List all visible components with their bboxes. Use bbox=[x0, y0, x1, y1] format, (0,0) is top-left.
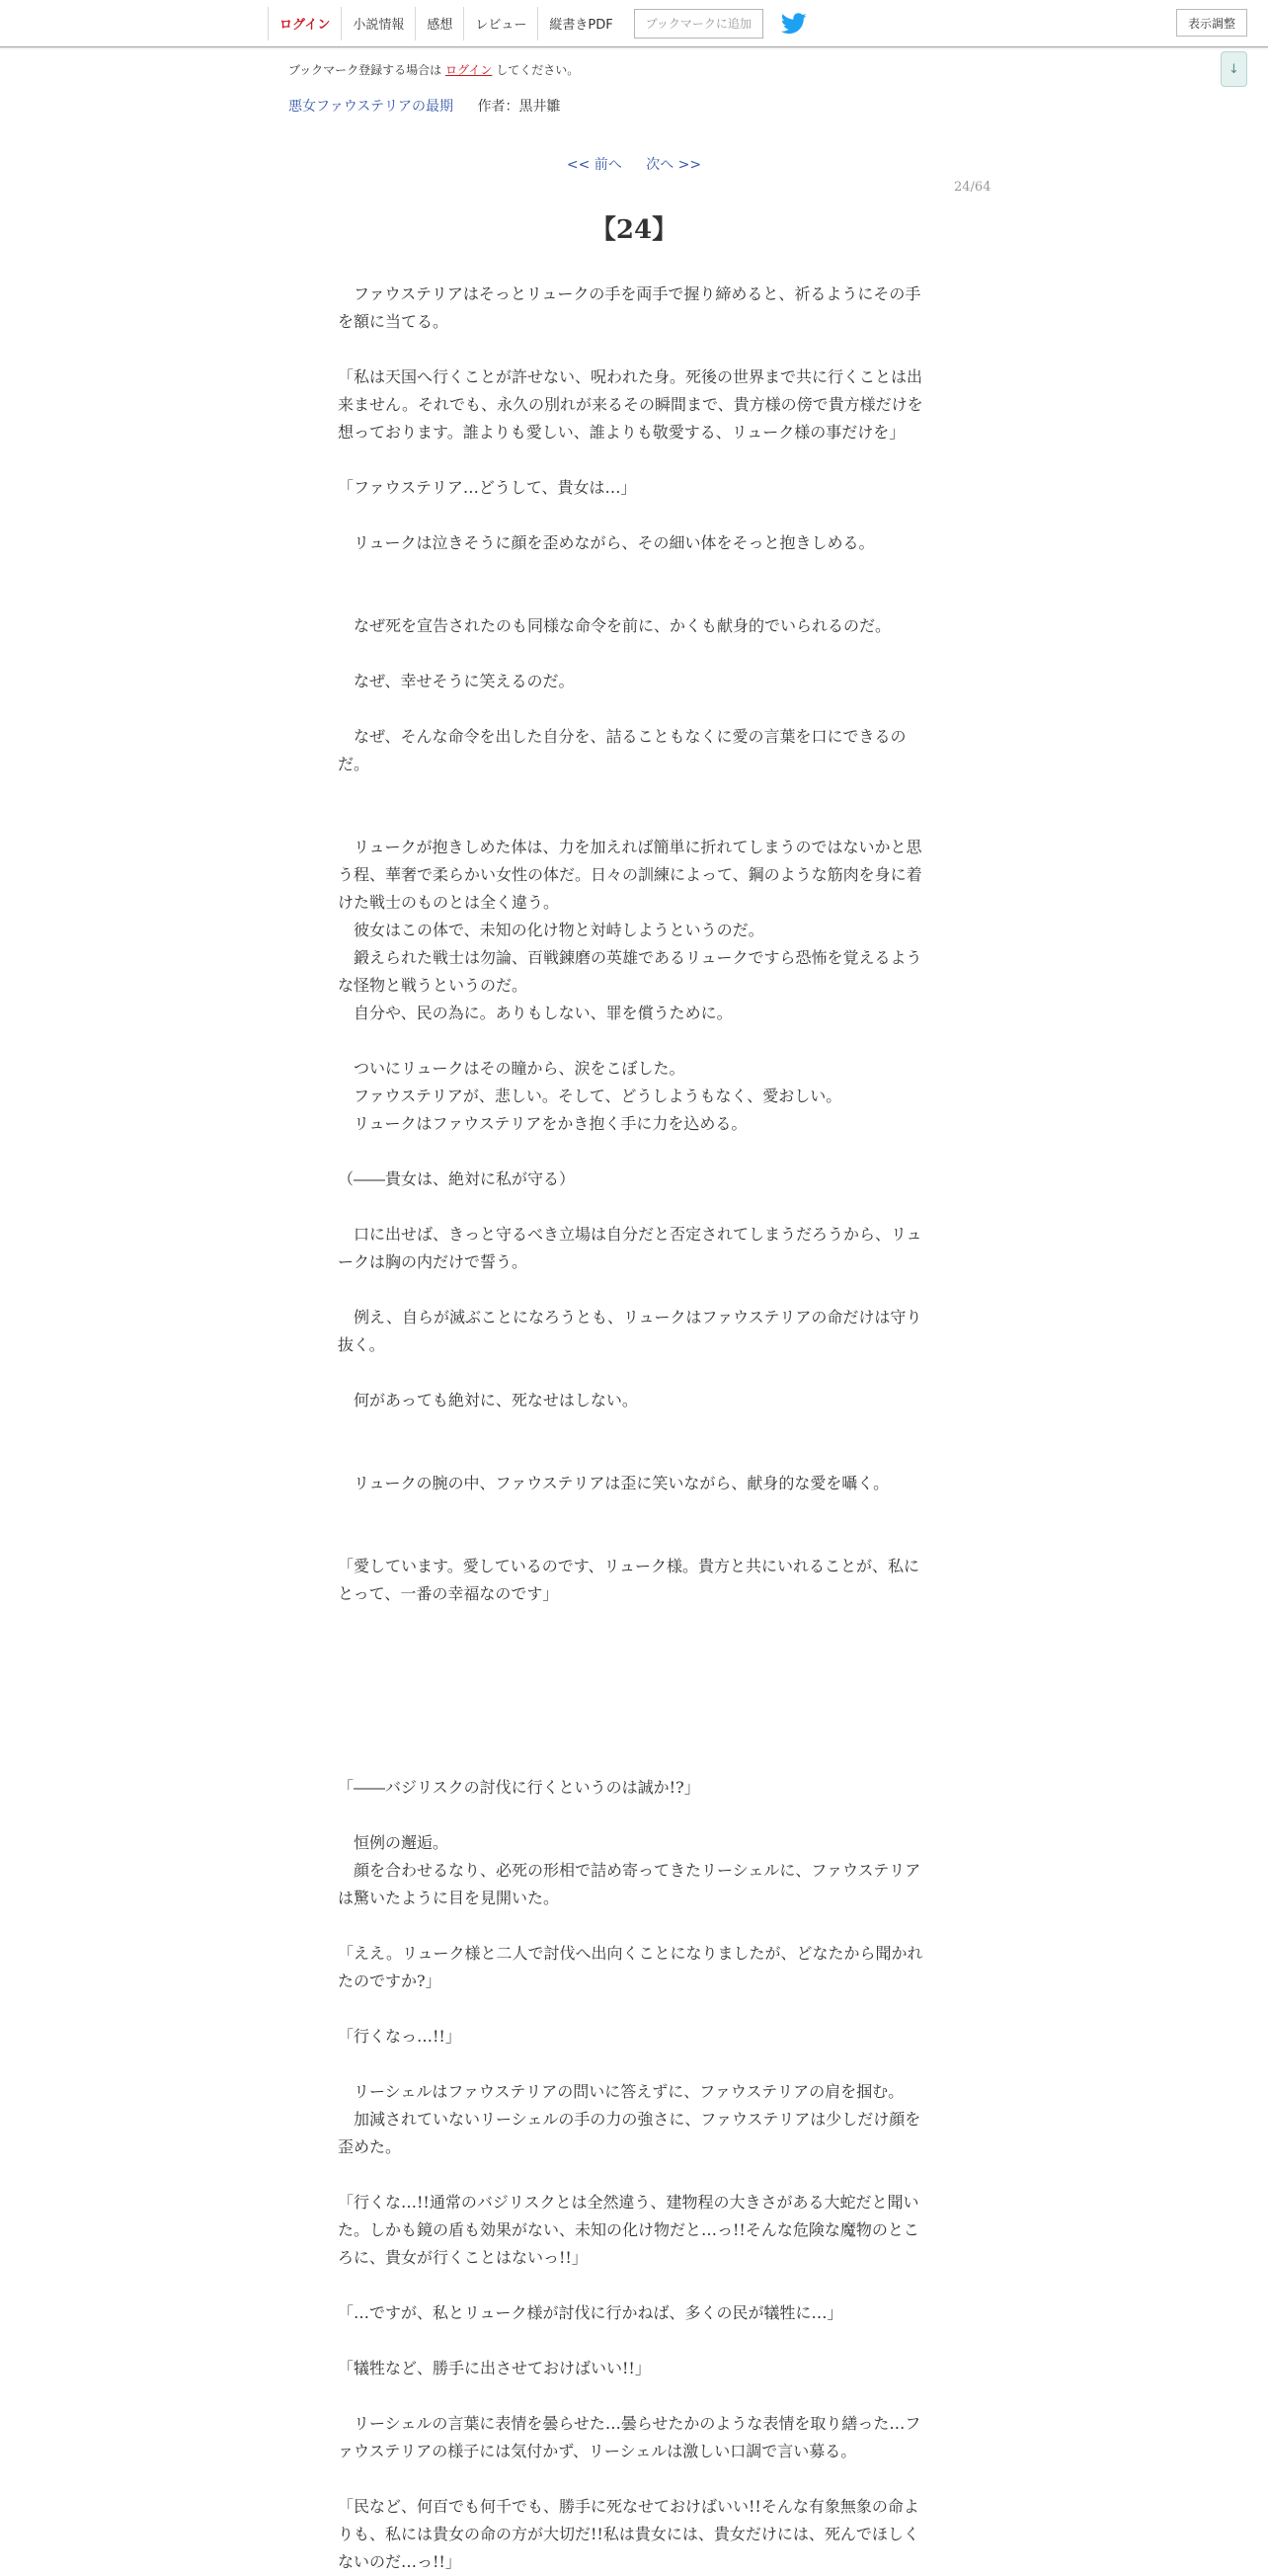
body-paragraph: 「犠牲など、勝手に出させておけばいい!!」 bbox=[338, 2359, 651, 2377]
body-paragraph: ファウステリアが、悲しい。そして、どうしようもなく、愛おしい。 bbox=[338, 1087, 842, 1105]
blank-line bbox=[338, 1719, 925, 1746]
body-paragraph: なぜ、幸せそうに笑えるのだ。 bbox=[338, 672, 575, 690]
body-paragraph: リュークは泣きそうに顔を歪めながら、その細い体をそっと抱きしめる。 bbox=[338, 533, 875, 552]
body-paragraph: リュークが抱きしめた体は、力を加えれば簡単に折れてしまうのではないかと思う程、華奢で柔らかい女性の体だ。日々の訓練によって、鋼のような筋肉を身に着けた戦士のものとは全く違う。 bbox=[338, 838, 922, 912]
blank-line bbox=[338, 2382, 925, 2410]
body-paragraph: なぜ、そんな命令を出した自分を、詰ることもなくに愛の言葉を口にできるのだ。 bbox=[338, 727, 907, 773]
blank-line bbox=[338, 585, 925, 612]
next-chapter-link[interactable]: 次へ >> bbox=[646, 157, 702, 173]
nav-vertical-pdf-link[interactable]: 縦書きPDF bbox=[537, 7, 623, 40]
blank-line bbox=[338, 557, 925, 585]
blank-line bbox=[338, 446, 925, 474]
blank-line bbox=[338, 1027, 925, 1055]
blank-line bbox=[338, 2465, 925, 2493]
nav-links bbox=[268, 0, 807, 46]
body-paragraph: 口に出せば、きっと守るべき立場は自分だと否定されてしまうだろうから、リュークは胸の内だけで誓う。 bbox=[338, 1225, 922, 1271]
chapter-pager bbox=[0, 154, 1268, 174]
body-paragraph: 「ファウステリア…どうして、貴女は…」 bbox=[338, 478, 637, 497]
body-paragraph: 「民など、何百でも何千でも、勝手に死なせておけばいい!!そんな有象無象の命よりも、私には貴女の命の方が大切だ!!私は貴女には、貴女だけには、死んでほしくないのだ…っ!!」 bbox=[338, 2497, 919, 2571]
blank-line bbox=[338, 336, 925, 363]
body-paragraph: リュークの腕の中、ファウステリアは歪に笑いながら、献身的な愛を囁く。 bbox=[338, 1474, 890, 1492]
blank-line bbox=[338, 2051, 925, 2078]
arrow-down-icon: ↓ bbox=[1228, 61, 1239, 77]
blank-line bbox=[338, 1414, 925, 1442]
nav-impressions-link[interactable]: 感想 bbox=[415, 7, 463, 40]
bookmark-login-link[interactable]: ログイン bbox=[445, 63, 493, 77]
body-paragraph: 「ええ。リューク様と二人で討伐へ出向くことになりましたが、どなたから聞かれたのですか?」 bbox=[338, 1944, 923, 1990]
add-bookmark-button[interactable]: ブックマークに追加 bbox=[634, 9, 763, 39]
body-paragraph: ファウステリアはそっとリュークの手を両手で握り締めると、祈るようにその手を額に当てる。 bbox=[338, 284, 921, 331]
body-paragraph: 「行くなっ…!!」 bbox=[338, 2027, 461, 2046]
blank-line bbox=[338, 2327, 925, 2355]
page-count: 24/64 bbox=[954, 180, 991, 195]
blank-line bbox=[338, 1525, 925, 1553]
blank-line bbox=[338, 1663, 925, 1691]
body-paragraph: 「愛しています。愛しているのです、リューク様。貴方と共にいれることが、私にとって、一番の幸福なのです」 bbox=[338, 1557, 919, 1603]
blank-line bbox=[338, 1608, 925, 1636]
blank-line bbox=[338, 1636, 925, 1663]
bookmark-note-suffix: してください。 bbox=[496, 63, 580, 77]
blank-line bbox=[338, 1138, 925, 1166]
body-paragraph: 鍛えられた戦士は勿論、百戦錬磨の英雄であるリュークですら恐怖を覚えるような怪物と戦うというのだ。 bbox=[338, 948, 922, 995]
bookmark-login-note bbox=[288, 61, 579, 78]
blank-line bbox=[338, 806, 925, 834]
body-paragraph: （――貴女は、絶対に私が守る） bbox=[338, 1169, 576, 1188]
body-paragraph: 彼女はこの体で、未知の化け物と対峙しようというのだ。 bbox=[338, 921, 764, 939]
top-nav-bar bbox=[0, 0, 1268, 47]
body-paragraph: リーシェルの言葉に表情を曇らせた…曇らせたかのような表情を取り繕った…ファウステリアの様子には気付かず、リーシェルは激しい口調で言い募る。 bbox=[338, 2414, 921, 2460]
body-paragraph: 自分や、民の為に。ありもしない、罪を償うために。 bbox=[338, 1004, 733, 1022]
body-paragraph: 顔を合わせるなり、必死の形相で詰め寄ってきたリーシェルに、ファウステリアは驚いたように目を見開いた。 bbox=[338, 1861, 921, 1907]
chapter-title: 【24】 bbox=[590, 215, 678, 245]
body-paragraph: リュークはファウステリアをかき抱く手に力を込める。 bbox=[338, 1114, 748, 1133]
nav-login-link[interactable]: ログイン bbox=[268, 7, 341, 40]
body-paragraph: 「…ですが、私とリューク様が討伐に行かねば、多くの民が犠牲に…」 bbox=[338, 2303, 843, 2322]
blank-line bbox=[338, 1276, 925, 1304]
blank-line bbox=[338, 502, 925, 529]
blank-line bbox=[338, 2272, 925, 2299]
blank-line bbox=[338, 640, 925, 668]
blank-line bbox=[338, 1193, 925, 1221]
body-paragraph: 例え、自らが滅ぶことになろうとも、リュークはファウステリアの命だけは守り抜く。 bbox=[338, 1308, 922, 1354]
novel-body-text bbox=[338, 281, 925, 2576]
body-paragraph: 何があっても絶対に、死なせはしない。 bbox=[338, 1391, 638, 1409]
bookmark-note-prefix: ブックマーク登録する場合は bbox=[288, 63, 442, 77]
display-settings-button[interactable]: 表示調整 bbox=[1176, 9, 1247, 37]
blank-line bbox=[338, 1691, 925, 1719]
blank-line bbox=[338, 2161, 925, 2189]
blank-line bbox=[338, 1442, 925, 1470]
body-paragraph: ついにリュークはその瞳から、涙をこぼした。 bbox=[338, 1059, 685, 1078]
body-paragraph: なぜ死を宣告されたのも同様な命令を前に、かくも献身的でいられるのだ。 bbox=[338, 616, 892, 635]
blank-line bbox=[338, 1995, 925, 2023]
body-paragraph: リーシェルはファウステリアの問いに答えずに、ファウステリアの肩を掴む。 bbox=[338, 2082, 905, 2101]
blank-line bbox=[338, 1497, 925, 1525]
novel-title-link[interactable]: 悪女ファウステリアの最期 bbox=[288, 99, 454, 115]
author-label: 作者：黒井雛 bbox=[477, 99, 561, 115]
twitter-icon[interactable] bbox=[781, 13, 807, 35]
body-paragraph: 「行くな…!!通常のバジリスクとは全然違う、建物程の大きさがある大蛇だと聞いた。しかも鏡の盾も効果がない、未知の化け物だと…っ!!そんな危険な魔物のところに、貴女が行くことはないっ!!」 bbox=[338, 2193, 919, 2267]
body-paragraph: 加減されていないリーシェルの手の力の強さに、ファウステリアは少しだけ顔を歪めた。 bbox=[338, 2110, 921, 2156]
nav-novel-info-link[interactable]: 小説情報 bbox=[341, 7, 415, 40]
prev-chapter-link[interactable]: << 前へ bbox=[566, 157, 622, 173]
blank-line bbox=[338, 1359, 925, 1387]
body-paragraph: 恒例の邂逅。 bbox=[338, 1833, 449, 1852]
blank-line bbox=[338, 1746, 925, 1774]
blank-line bbox=[338, 695, 925, 723]
novel-info-line bbox=[288, 96, 560, 116]
body-paragraph: 「私は天国へ行くことが許せない、呪われた身。死後の世界まで共に行くことは出来ません。それでも、永久の別れが来るその瞬間まで、貴方様の傍で貴方様だけを想っております。誰よりも愛しい、誰よりも敬愛する、リューク様の事だけを」 bbox=[338, 367, 923, 442]
scroll-down-button[interactable] bbox=[1221, 51, 1247, 87]
nav-reviews-link[interactable]: レビュー bbox=[463, 7, 537, 40]
blank-line bbox=[338, 1912, 925, 1940]
blank-line bbox=[338, 778, 925, 806]
blank-line bbox=[338, 1802, 925, 1829]
body-paragraph: 「――バジリスクの討伐に行くというのは誠か!?」 bbox=[338, 1778, 700, 1797]
